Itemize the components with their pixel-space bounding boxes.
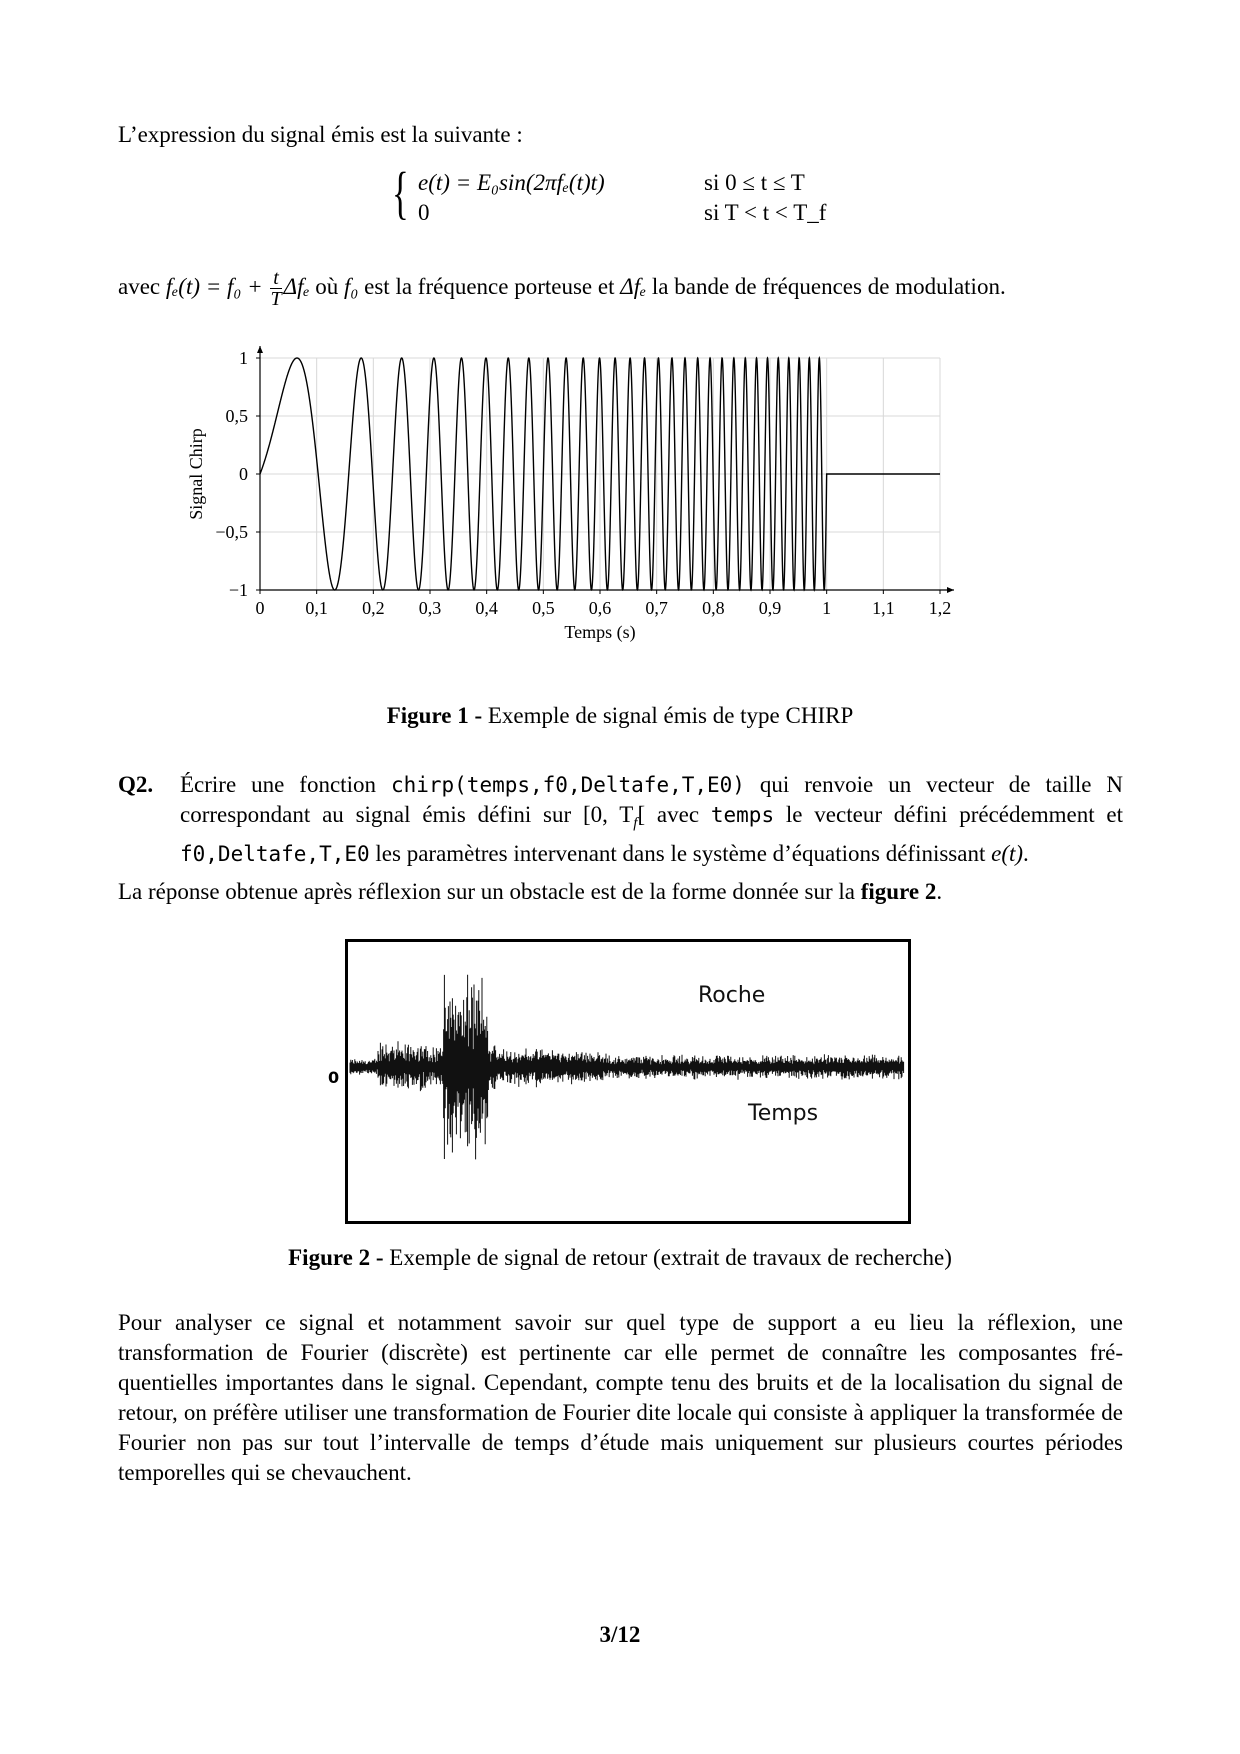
q2-text-1: Écrire une fonction [180,772,376,797]
question-body [180,770,1123,869]
figure2-zero-label: 0 [328,1068,340,1087]
x-tick-label: 0 [255,598,265,618]
q2-period: . [1023,840,1029,866]
y-tick-label: 0,5 [225,406,248,426]
q2-text-2: qui renvoie un vecteur de taille N correspondant au signal émis défini sur [0, T [180,772,1124,827]
x-tick-label: 1 [822,598,832,618]
label-roche: Roche [698,983,766,1008]
q2-et: e(t) [991,840,1024,866]
chirp-chart-svg [160,340,1080,680]
return-signal-waveform [350,975,904,1160]
q2-text-3: [ avec [637,802,700,827]
response-figure-ref: figure 2 [860,879,937,904]
fraction-t-over-T [270,268,281,309]
x-tick-label: 0,7 [645,598,668,618]
label-temps: Temps [748,1101,819,1126]
x-tick-label: 0,3 [418,598,442,618]
x-tick-label: 0,9 [758,598,782,618]
x-tick-label: 0,1 [305,598,328,618]
x-tick-label: 0,8 [702,598,725,618]
brace-symbol: { [392,160,409,225]
x-tick-label: 1,1 [872,598,895,618]
q2-text-4: le vecteur défini précédemment et [785,802,1124,827]
x-axis-label: Temps (s) [564,622,636,642]
intro-text: L’expression du signal émis est la suivante : [118,122,523,147]
frequency-definition [118,268,1006,309]
page-number: 3/12 [599,1622,641,1647]
response-text-1: La réponse obtenue après réflexion sur un obstacle est de la forme donnée sur la [118,879,855,904]
figure2-caption [0,1245,1240,1271]
modulation-text: la bande de fréquences de modulation. [651,273,1006,299]
equation-row2-right: si T < t < T_f [704,200,827,225]
x-tick-label: 0,5 [532,598,555,618]
delta-fe-2: Δfₑ [620,273,647,299]
figure1-caption [0,703,1240,729]
avec-word: avec [118,273,161,299]
fraction-denominator: T [270,288,282,310]
figure2-caption-text: Exemple de signal de retour (extrait de travaux de recherche) [389,1245,952,1270]
equation-row1-left: e(t) = E₀sin(2πfₑ(t)t) [418,170,605,195]
x-tick-label: 1,2 [928,598,952,618]
response-period: . [936,879,943,904]
y-tick-label: 1 [239,348,248,368]
equation-row1-right: si 0 ≤ t ≤ T [704,170,805,195]
equation-row2-left: 0 [418,200,430,225]
return-signal-svg [348,942,908,1221]
y-tick-label: −1 [228,580,248,600]
figure2-image [345,939,911,1224]
figure1-chart [160,340,1080,680]
figure2-caption-label: Figure 2 - [288,1245,384,1270]
q2-sub-f: f [633,815,638,832]
figure1-caption-label: Figure 1 - [386,703,483,728]
code-chirp-signature: chirp(temps,f0,Deltafe,T,E0) [390,773,745,797]
x-tick-label: 0,6 [588,598,612,618]
response-text [118,877,1123,907]
x-tick-label: 0,4 [475,598,498,618]
where-word: où [315,273,339,299]
carrier-text: est la fréquence porteuse et [364,273,615,299]
fe-expression: fₑ(t) = f₀ + [165,273,263,299]
analysis-paragraph: Pour analyser ce signal et notamment savoir sur quel type de support a eu lieu la réflexion, une transformation de Fourier (discrète) est pertinente car elle permet de connaître les composantes fré-quentielles importantes dans le signal. Cependant, compte tenu des bruits et de la localisation du signal de retour, on préfère utiliser une transformation de Fourier dite locale qui consiste à appliquer la transformée de Fourier non pas sur tout l’intervalle de temps d’étude mais uniquement sur plusieurs courtes périodes temporelles qui se chevauchent. [118,1310,1123,1485]
x-axis-arrow [947,587,954,593]
fraction-numerator: t [270,268,281,289]
delta-fe: Δfₑ [283,273,310,299]
code-temps: temps [710,803,775,827]
f0-symbol: f₀ [344,273,359,299]
y-axis-arrow [257,346,263,353]
y-tick-label: −0,5 [215,522,248,542]
y-tick-label: 0 [239,464,248,484]
question-number: Q2. [118,772,154,797]
x-tick-label: 0,2 [362,598,385,618]
code-params: f0,Deltafe,T,E0 [180,841,370,866]
q2-text-5: les paramètres intervenant dans le système d’équations définissant [375,840,986,866]
figure1-caption-text: Exemple de signal émis de type CHIRP [487,703,854,728]
y-axis-label: Signal Chirp [186,428,206,520]
